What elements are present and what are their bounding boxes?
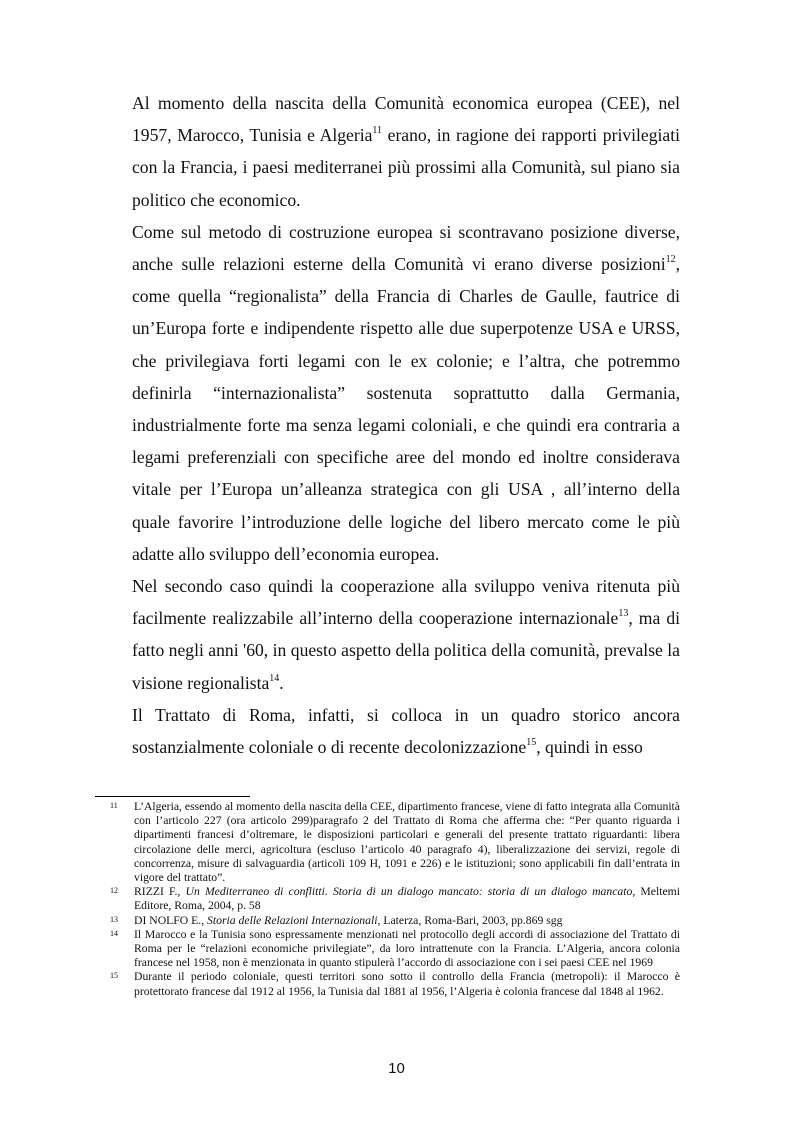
footnote-title: Storia delle Relazioni Internazionali xyxy=(207,913,378,927)
footnote-ref-14[interactable]: 14 xyxy=(269,672,280,684)
footnote-author: RIZZI F., xyxy=(134,885,186,899)
footnote-text: Il Marocco e la Tunisia sono espressamente menzionati nel protocollo degli accordi di associazione del Trattato di Roma per le “relazioni economiche privilegiate”, da loro intrattenute con la Francia. L’Algeria, ancora colonia francese nel 1958, non è menzionata in quanto stipulerà l’accordo di associazione con i sei paesi CEE nel 1969 xyxy=(134,927,680,970)
footnote-number: 14 xyxy=(110,928,118,938)
page-number: 10 xyxy=(388,1060,405,1077)
footnote-author: DI NOLFO E., xyxy=(134,913,208,927)
footnote-number: 11 xyxy=(110,801,118,810)
paragraph-3: Nel secondo caso quindi la cooperazione alla sviluppo veniva ritenuta più facilmente realizzabile all’interno della cooperazione internazionale$^{13}$, ma di fatto negli anni '60, in questo aspetto della politica della comunità, prevalse la visione regionalista$^{14}$. xyxy=(132,576,681,693)
footnote-ref-13[interactable]: 13 xyxy=(618,608,629,620)
footnote-text: L’Algeria, essendo al momento della nascita della CEE, dipartimento francese, viene di fatto integrata alla Comunità con l’articolo 227 (ora articolo 299)paragrafo 2 del Trattato di Roma che afferma che: “Per quanto riguarda i dipartimenti francesi d’oltremare, le disposizioni particolari e generali del presente trattato riguardanti: libera circolazione delle merci, agricoltura (escluso l’articolo 40 paragrafo 4), liberalizzazione dei servizi, regole di concorrenza, misure di salvaguardia (articoli 109 H, 1091 e 226) e le istituzioni; sono applicabili fin dall’entrata in vigore del trattato”. xyxy=(134,800,680,885)
footnote-divider xyxy=(95,796,250,797)
footnote-rest: , Meltemi Editore, Roma, 2004, p. 58 xyxy=(134,885,680,913)
footnote-text: Durante il periodo coloniale, questi territori sono sotto il controllo della Francia (metropoli): il Marocco è protettorato francese dal 1912 al 1956, la Tunisia dal 1881 al 1956, l’Algeria è colonia francese dal 1848 al 1962. xyxy=(134,970,680,998)
footnote-13 xyxy=(110,914,680,928)
footnote-12 xyxy=(110,885,680,913)
footnotes xyxy=(110,800,680,999)
paragraph-1: Al momento della nascita della Comunità economica europea (CEE), nel 1957, Marocco, Tunisia e Algeria$^{11}$ erano, in ragione dei rapporti privilegiati con la Francia, i paesi mediterranei più prossimi alla Comunità, sul piano sia politico che economico. xyxy=(132,93,680,210)
paragraph-2: Come sul metodo di costruzione europea si scontravano posizione diverse, anche sulle relazioni esterne della Comunità vi erano diverse posizioni$^{12}$, come quella “regionalista” della Francia di Charles de Gaulle, fautrice di un’Europa forte e indipendente rispetto alle due superpotenze USA e URSS, che privilegiava forti legami con le ex colonie; e l’altra, che potremmo definirla “internazionalista” sostenuta soprattutto dalla Germania, industrialmente forte ma senza legami coloniali, e che quindi era contraria a legami preferenziali con specifiche aree del mondo ed inoltre considerava vitale per l’Europa un’alleanza strategica con gli USA , all’interno della quale favorire l’introduzione delle logiche del libero mercato come le più adatte allo sviluppo dell’economia europea. xyxy=(132,221,680,564)
footnote-14 xyxy=(110,928,680,971)
main-text xyxy=(132,87,680,763)
footnote-number: 13 xyxy=(110,914,118,924)
footnote-number: 12 xyxy=(110,886,118,896)
footnote-ref-12[interactable]: 12 xyxy=(665,254,676,266)
footnote-11 xyxy=(110,800,680,885)
footnote-number: 15 xyxy=(110,971,118,981)
footnote-title: Un Mediterraneo di conflitti. Storia di un dialogo mancato: storia di un dialogo mancato xyxy=(185,885,633,899)
paragraph-4: Il Trattato di Roma, infatti, si colloca in un quadro storico ancora sostanzialmente coloniale o di recente decolonizzazione$^{15}$, quindi in esso xyxy=(132,704,680,758)
footnote-15 xyxy=(110,970,680,998)
footnote-rest: , Laterza, Roma-Bari, 2003, pp.869 sgg xyxy=(377,913,563,927)
footnote-ref-11[interactable]: 11 xyxy=(372,125,383,137)
footnote-ref-15[interactable]: 15 xyxy=(526,737,537,749)
